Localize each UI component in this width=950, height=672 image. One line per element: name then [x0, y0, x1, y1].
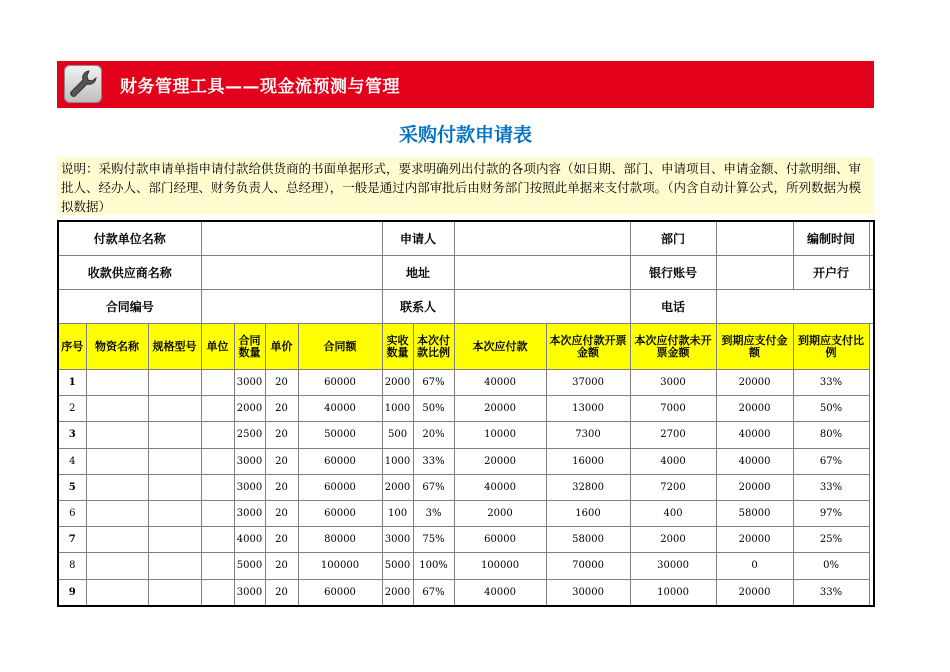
department-field[interactable]: [716, 221, 793, 256]
received-qty-cell: 100: [382, 500, 413, 526]
payable-cell: 20000: [454, 448, 546, 474]
payable-cell: 40000: [454, 370, 546, 396]
contract-amount-cell: 40000: [298, 396, 382, 422]
contract-no-label: 合同编号: [58, 290, 201, 324]
due-amount-cell: 58000: [716, 500, 793, 526]
uninvoiced-cell: 2700: [630, 422, 716, 448]
payable-cell: 20000: [454, 396, 546, 422]
unit-cell[interactable]: [201, 474, 234, 500]
contract-amount-cell: 60000: [298, 448, 382, 474]
pay-ratio-cell: 33%: [413, 448, 454, 474]
material-cell[interactable]: [86, 579, 148, 606]
col-pay-ratio: 本次付款比例: [413, 324, 454, 370]
spec-cell[interactable]: [148, 579, 201, 606]
form-title: 采购付款申请表: [398, 124, 532, 146]
pay-ratio-cell: 20%: [413, 422, 454, 448]
bank-label: 开户行: [793, 256, 869, 290]
col-received-qty: 实收数量: [382, 324, 413, 370]
contract-qty-cell: 3000: [234, 370, 265, 396]
seq-cell: 6: [58, 500, 86, 526]
uninvoiced-cell: 400: [630, 500, 716, 526]
uninvoiced-cell: 7000: [630, 396, 716, 422]
due-ratio-cell: 97%: [793, 500, 869, 526]
due-amount-cell: 0: [716, 553, 793, 579]
invoiced-cell: 58000: [546, 527, 630, 553]
due-ratio-cell: 67%: [793, 448, 869, 474]
table-row: [58, 474, 874, 500]
bank-account-field[interactable]: [716, 256, 793, 290]
invoiced-cell: 70000: [546, 553, 630, 579]
seq-cell: 2: [58, 396, 86, 422]
prepared-time-label: 编制时间: [793, 221, 869, 256]
seq-cell: 3: [58, 422, 86, 448]
material-cell[interactable]: [86, 527, 148, 553]
unit-price-cell: 20: [265, 448, 298, 474]
contact-field[interactable]: [454, 290, 630, 324]
due-amount-cell: 20000: [716, 396, 793, 422]
col-contract-qty: 合同数量: [234, 324, 265, 370]
wrench-icon: [64, 65, 102, 103]
col-contract-amount: 合同额: [298, 324, 382, 370]
contract-qty-cell: 2000: [234, 396, 265, 422]
uninvoiced-cell: 3000: [630, 370, 716, 396]
received-qty-cell: 5000: [382, 553, 413, 579]
invoiced-cell: 1600: [546, 500, 630, 526]
table-row: [58, 500, 874, 526]
invoiced-cell: 16000: [546, 448, 630, 474]
due-amount-cell: 20000: [716, 527, 793, 553]
unit-price-cell: 20: [265, 370, 298, 396]
material-cell[interactable]: [86, 553, 148, 579]
spec-cell[interactable]: [148, 500, 201, 526]
unit-cell[interactable]: [201, 370, 234, 396]
contract-qty-cell: 3000: [234, 448, 265, 474]
col-invoiced: 本次应付款开票金额: [546, 324, 630, 370]
due-ratio-cell: 80%: [793, 422, 869, 448]
contract-qty-cell: 4000: [234, 527, 265, 553]
contract-amount-cell: 100000: [298, 553, 382, 579]
col-unit-price: 单价: [265, 324, 298, 370]
bank-account-label: 银行账号: [630, 256, 716, 290]
payable-cell: 100000: [454, 553, 546, 579]
material-cell[interactable]: [86, 396, 148, 422]
unit-price-cell: 20: [265, 474, 298, 500]
received-qty-cell: 2000: [382, 579, 413, 606]
invoiced-cell: 7300: [546, 422, 630, 448]
contract-amount-cell: 60000: [298, 500, 382, 526]
spec-cell[interactable]: [148, 396, 201, 422]
col-uninvoiced: 本次应付款未开票金额: [630, 324, 716, 370]
table-row: [58, 448, 874, 474]
due-amount-cell: 40000: [716, 422, 793, 448]
due-amount-cell: 20000: [716, 370, 793, 396]
material-cell[interactable]: [86, 422, 148, 448]
unit-price-cell: 20: [265, 553, 298, 579]
seq-cell: 5: [58, 474, 86, 500]
payable-cell: 40000: [454, 579, 546, 606]
header-banner: [57, 61, 874, 108]
payable-cell: 40000: [454, 474, 546, 500]
spec-cell[interactable]: [148, 474, 201, 500]
contact-label: 联系人: [382, 290, 454, 324]
unit-cell[interactable]: [201, 553, 234, 579]
due-ratio-cell: 33%: [793, 474, 869, 500]
invoiced-cell: 32800: [546, 474, 630, 500]
uninvoiced-cell: 7200: [630, 474, 716, 500]
table-row: [58, 527, 874, 553]
unit-price-cell: 20: [265, 500, 298, 526]
spec-cell[interactable]: [148, 527, 201, 553]
bank-field[interactable]: [869, 256, 874, 290]
due-amount-cell: 20000: [716, 474, 793, 500]
material-cell[interactable]: [86, 474, 148, 500]
payment-request-table: [57, 220, 875, 607]
address-field[interactable]: [454, 256, 630, 290]
uninvoiced-cell: 2000: [630, 527, 716, 553]
applicant-field[interactable]: [454, 221, 630, 256]
col-spec: 规格型号: [148, 324, 201, 370]
address-label: 地址: [382, 256, 454, 290]
unit-cell[interactable]: [201, 422, 234, 448]
received-qty-cell: 500: [382, 422, 413, 448]
contract-amount-cell: 60000: [298, 579, 382, 606]
due-ratio-cell: 33%: [793, 370, 869, 396]
unit-cell[interactable]: [201, 500, 234, 526]
payable-cell: 10000: [454, 422, 546, 448]
received-qty-cell: 1000: [382, 448, 413, 474]
uninvoiced-cell: 4000: [630, 448, 716, 474]
due-ratio-cell: 33%: [793, 579, 869, 606]
pay-ratio-cell: 75%: [413, 527, 454, 553]
pay-ratio-cell: 3%: [413, 500, 454, 526]
info-row-1: [58, 221, 874, 256]
department-label: 部门: [630, 221, 716, 256]
contract-no-field[interactable]: [201, 290, 382, 324]
table-row: [58, 396, 874, 422]
unit-price-cell: 20: [265, 396, 298, 422]
material-cell[interactable]: [86, 370, 148, 396]
uninvoiced-cell: 10000: [630, 579, 716, 606]
seq-cell: 9: [58, 579, 86, 606]
info-row-3: [58, 290, 874, 324]
received-qty-cell: 1000: [382, 396, 413, 422]
material-cell[interactable]: [86, 500, 148, 526]
contract-qty-cell: 3000: [234, 474, 265, 500]
due-amount-cell: 40000: [716, 448, 793, 474]
table-row: [58, 579, 874, 606]
material-cell[interactable]: [86, 448, 148, 474]
contract-qty-cell: 5000: [234, 553, 265, 579]
contract-qty-cell: 3000: [234, 579, 265, 606]
unit-price-cell: 20: [265, 422, 298, 448]
unit-price-cell: 20: [265, 527, 298, 553]
table-row: [58, 370, 874, 396]
col-due-ratio: 到期应支付比例: [793, 324, 869, 370]
received-qty-cell: 2000: [382, 474, 413, 500]
unit-cell[interactable]: [201, 579, 234, 606]
banner-title: 财务管理工具——现金流预测与管理: [120, 77, 400, 97]
column-header-row: [58, 324, 874, 370]
due-amount-cell: 20000: [716, 579, 793, 606]
pay-ratio-cell: 67%: [413, 370, 454, 396]
phone-label: 电话: [630, 290, 716, 324]
contract-amount-cell: 60000: [298, 370, 382, 396]
due-ratio-cell: 25%: [793, 527, 869, 553]
invoiced-cell: 30000: [546, 579, 630, 606]
seq-cell: 7: [58, 527, 86, 553]
payable-cell: 2000: [454, 500, 546, 526]
invoiced-cell: 13000: [546, 396, 630, 422]
seq-cell: 8: [58, 553, 86, 579]
col-seq: 序号: [58, 324, 86, 370]
unit-cell[interactable]: [201, 527, 234, 553]
contract-amount-cell: 50000: [298, 422, 382, 448]
info-row-2: [58, 256, 874, 290]
col-unit: 单位: [201, 324, 234, 370]
received-qty-cell: 2000: [382, 370, 413, 396]
col-payable: 本次应付款: [454, 324, 546, 370]
table-row: [58, 553, 874, 579]
unit-cell[interactable]: [201, 448, 234, 474]
payer-label: 付款单位名称: [58, 221, 201, 256]
contract-qty-cell: 2500: [234, 422, 265, 448]
due-ratio-cell: 0%: [793, 553, 869, 579]
table-row: [58, 422, 874, 448]
pay-ratio-cell: 67%: [413, 579, 454, 606]
applicant-label: 申请人: [382, 221, 454, 256]
prepared-time-field[interactable]: [869, 221, 874, 256]
seq-cell: 1: [58, 370, 86, 396]
received-qty-cell: 3000: [382, 527, 413, 553]
pay-ratio-cell: 100%: [413, 553, 454, 579]
supplier-field[interactable]: [201, 256, 382, 290]
col-due-amount: 到期应支付金额: [716, 324, 793, 370]
description-note: 说明：采购付款申请单指申请付款给供货商的书面单据形式，要求明确列出付款的各项内容（如日期、部门、申请项目、申请金额、付款明细、审批人、经办人、部门经理、财务负责人、总经理），一般是通过内部审批后由财务部门按照此单据来支付款项。（内含自动计算公式，所列数据为模拟数据）: [57, 157, 874, 215]
col-material: 物资名称: [86, 324, 148, 370]
spec-cell[interactable]: [148, 553, 201, 579]
contract-amount-cell: 60000: [298, 474, 382, 500]
contract-qty-cell: 3000: [234, 500, 265, 526]
spec-cell[interactable]: [148, 448, 201, 474]
spec-cell[interactable]: [148, 370, 201, 396]
payable-cell: 60000: [454, 527, 546, 553]
supplier-label: 收款供应商名称: [58, 256, 201, 290]
seq-cell: 4: [58, 448, 86, 474]
phone-field[interactable]: [716, 290, 874, 324]
uninvoiced-cell: 30000: [630, 553, 716, 579]
pay-ratio-cell: 50%: [413, 396, 454, 422]
due-ratio-cell: 50%: [793, 396, 869, 422]
unit-price-cell: 20: [265, 579, 298, 606]
unit-cell[interactable]: [201, 396, 234, 422]
pay-ratio-cell: 67%: [413, 474, 454, 500]
payer-field[interactable]: [201, 221, 382, 256]
contract-amount-cell: 80000: [298, 527, 382, 553]
invoiced-cell: 37000: [546, 370, 630, 396]
spec-cell[interactable]: [148, 422, 201, 448]
